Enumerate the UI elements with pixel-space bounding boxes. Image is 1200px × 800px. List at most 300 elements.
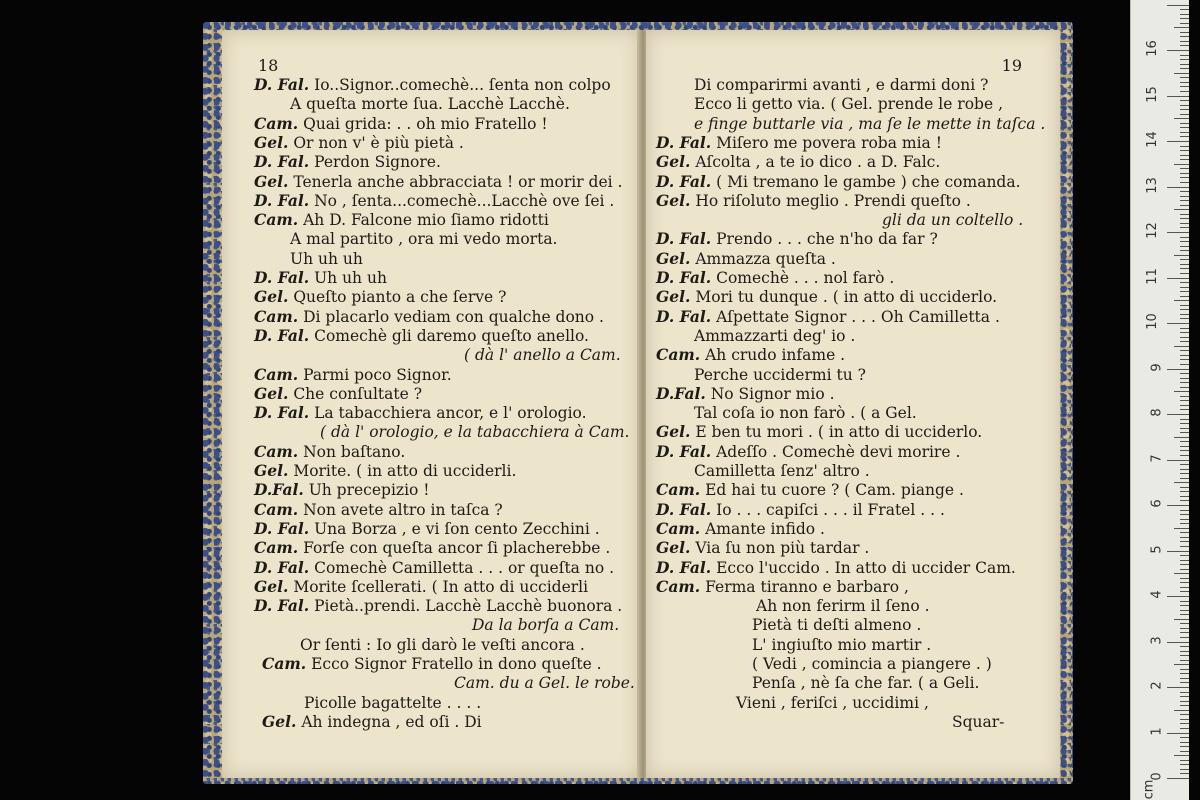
speaker-name: Cam.: [262, 654, 307, 673]
ruler-tick: [1180, 610, 1189, 611]
line-text: Morite ſcellerati. ( In atto di ucciderli: [288, 577, 589, 596]
left-page-number: 18: [258, 56, 279, 75]
ruler-tick: [1180, 314, 1189, 315]
text-line: [222, 578, 672, 596]
ruler-tick: [1180, 205, 1189, 206]
text-line: [222, 250, 708, 268]
text-line: [646, 385, 1070, 403]
ruler-tick: [1180, 364, 1189, 365]
line-text: Adeſſo . Comechè devi morire .: [711, 442, 961, 461]
ruler-label: 5: [1149, 544, 1165, 554]
speaker-name: Gel.: [656, 287, 691, 307]
ruler-tick: [1180, 637, 1189, 638]
ruler-tick: [1180, 82, 1189, 83]
ruler-tick: [1180, 387, 1189, 388]
ruler-label: 15: [1145, 85, 1161, 103]
ruler-tick: [1167, 414, 1189, 415]
ruler-tick: [1180, 728, 1189, 729]
ruler-tick: [1180, 651, 1189, 652]
ruler-tick: [1180, 673, 1189, 674]
ruler-tick: [1180, 359, 1189, 360]
text-line: [222, 308, 672, 326]
text-line: [646, 559, 1070, 577]
text-line: [222, 404, 672, 422]
text-line: [646, 578, 1070, 596]
ruler-tick: [1180, 532, 1189, 533]
line-text: Parmi poco Signor.: [298, 365, 452, 384]
line-text: Morite. ( in atto di ucciderli.: [288, 462, 517, 480]
line-text: Comechè Camilletta . . . or queſta no .: [309, 558, 615, 577]
speaker-name: Gel.: [656, 248, 691, 268]
line-text: Vieni , feriſci , uccidimi ,: [736, 693, 929, 712]
speaker-name: Cam.: [254, 441, 299, 461]
text-line: [222, 115, 672, 133]
ruler-tick: [1180, 268, 1189, 269]
line-text: Pietà..prendi. Lacchè Lacchè buonora .: [309, 597, 623, 616]
ruler-tick: [1180, 18, 1189, 19]
ruler-tick: [1180, 227, 1189, 228]
ruler-tick: [1180, 660, 1189, 661]
text-line: [646, 76, 1108, 94]
speaker-name: D. Fal.: [656, 441, 712, 461]
ruler-tick: [1180, 555, 1189, 556]
ruler-tick: [1180, 200, 1189, 201]
text-line: [646, 404, 1108, 422]
ruler-label: 14: [1145, 131, 1161, 148]
text-line: [646, 327, 1108, 345]
ruler-tick: [1180, 296, 1189, 297]
speaker-name: D. Fal.: [656, 132, 712, 152]
text-line: [646, 192, 1070, 210]
line-text: Una Borza , e vi ſon cento Zecchini .: [309, 519, 600, 538]
ruler-tick: [1180, 214, 1189, 215]
ruler-tick: [1167, 5, 1189, 6]
ruler-tick: [1180, 614, 1189, 615]
ruler-tick: [1180, 696, 1189, 697]
ruler-tick: [1167, 323, 1189, 324]
ruler-tick: [1180, 32, 1189, 33]
speaker-name: D. Fal.: [254, 325, 310, 345]
ruler-tick: [1174, 482, 1189, 483]
text-line: [222, 173, 672, 191]
text-line: [646, 95, 1108, 113]
ruler-tick: [1180, 91, 1189, 92]
text-line: [222, 597, 672, 615]
text-line: [222, 655, 680, 673]
line-text: Cam. du a Gel. le robe.: [454, 674, 635, 693]
ruler-tick: [1180, 341, 1189, 342]
ruler-label: 7: [1149, 453, 1165, 463]
ruler-label: 2: [1149, 681, 1165, 690]
ruler-tick: [1167, 187, 1189, 188]
text-line: [646, 481, 1070, 499]
text-line: [646, 694, 1150, 712]
speaker-name: Cam.: [656, 576, 701, 596]
line-text: Camilletta ſenz' altro .: [694, 462, 870, 480]
ruler-tick: [1180, 760, 1189, 761]
ruler-tick: [1180, 250, 1189, 251]
speaker-name: Gel.: [656, 190, 691, 210]
speaker-name: Gel.: [254, 461, 289, 480]
ruler-tick: [1180, 723, 1189, 724]
line-text: Ah non ferirm il ſeno .: [756, 597, 930, 616]
ruler-tick: [1180, 168, 1189, 169]
ruler-tick: [1167, 369, 1189, 370]
right-page-number: 19: [1001, 56, 1022, 75]
ruler-tick: [1174, 27, 1189, 28]
ruler-tick: [1180, 264, 1189, 265]
ruler-label: 1: [1149, 726, 1165, 736]
speaker-name: D. Fal.: [254, 268, 310, 287]
text-line: [646, 250, 1070, 268]
ruler-label: 4: [1149, 590, 1165, 599]
ruler-tick: [1180, 337, 1189, 338]
ruler-tick: [1167, 778, 1189, 779]
ruler-tick: [1180, 86, 1189, 87]
text-line: [222, 211, 672, 229]
ruler-tick: [1167, 50, 1189, 51]
text-line: [646, 153, 1070, 171]
ruler-tick: [1180, 510, 1189, 511]
ruler-tick: [1167, 596, 1189, 597]
ruler-tick: [1180, 769, 1189, 770]
ruler-tick: [1167, 642, 1189, 643]
ruler-tick: [1180, 628, 1189, 629]
ruler-tick: [1180, 496, 1189, 497]
line-text: ( Mi tremano le gambe ) che comanda.: [711, 172, 1021, 191]
line-text: Io..Signor..comechè... ſenta non colpo: [309, 76, 611, 94]
ruler-tick: [1174, 73, 1189, 74]
ruler-tick: [1180, 764, 1189, 765]
text-line: [222, 153, 672, 171]
line-text: Uh uh uh: [290, 249, 363, 268]
text-line: [222, 269, 672, 287]
line-text: Prendo . . . che n'ho da far ?: [711, 230, 938, 249]
line-text: Or ſenti : Io gli darò le veſti ancora .: [300, 635, 585, 654]
speaker-name: D. Fal.: [254, 596, 310, 616]
ruler-tick: [1180, 23, 1189, 24]
ruler-unit: cm: [1141, 779, 1157, 800]
speaker-name: Cam.: [656, 345, 701, 365]
ruler-label: 0: [1149, 772, 1165, 781]
speaker-name: D. Fal.: [656, 499, 712, 519]
ruler-tick: [1180, 441, 1189, 442]
text-line: [222, 288, 672, 306]
ruler-label: 10: [1145, 313, 1161, 330]
ruler-tick: [1180, 282, 1189, 283]
right-page: [646, 30, 1060, 778]
ruler-tick: [1174, 437, 1189, 438]
speaker-name: Cam.: [254, 499, 299, 519]
ruler-tick: [1180, 701, 1189, 702]
text-line: [222, 327, 672, 345]
ruler-tick: [1180, 500, 1189, 501]
ruler-tick: [1180, 523, 1189, 524]
line-text: Penſa , nè ſa che far. ( a Geli.: [752, 674, 980, 693]
ruler-tick: [1180, 146, 1189, 147]
speaker-name: Gel.: [254, 132, 289, 152]
ruler-tick: [1180, 751, 1189, 752]
line-text: A queſta morte ſua. Lacchè Lacchè.: [290, 95, 570, 114]
ruler-tick: [1180, 191, 1189, 192]
ruler-tick: [1174, 710, 1189, 711]
speaker-name: Cam.: [254, 210, 299, 230]
speaker-name: D. Fal.: [254, 75, 310, 94]
line-text: Ah crudo infame .: [700, 346, 846, 365]
ruler-tick: [1180, 291, 1189, 292]
ruler-tick: [1174, 755, 1189, 756]
ruler-tick: [1180, 423, 1189, 424]
ruler-tick: [1180, 601, 1189, 602]
text-line: [222, 95, 708, 113]
ruler-tick: [1180, 68, 1189, 69]
ruler-tick: [1180, 328, 1189, 329]
ruler-tick: [1180, 514, 1189, 515]
speaker-name: Gel.: [656, 538, 691, 558]
left-page: [222, 30, 640, 778]
text-line: [646, 674, 1166, 692]
ruler-tick: [1180, 305, 1189, 306]
speaker-name: Gel.: [262, 711, 297, 731]
speaker-name: Gel.: [254, 287, 289, 307]
ruler-tick: [1180, 432, 1189, 433]
line-text: Picolle bagattelte . . . .: [304, 693, 482, 712]
ruler-tick: [1180, 237, 1189, 238]
speaker-name: Cam.: [254, 364, 299, 384]
text-line: [646, 366, 1108, 384]
ruler-tick: [1180, 587, 1189, 588]
text-line: [646, 520, 1070, 538]
ruler-tick: [1180, 123, 1189, 124]
text-line: [222, 192, 672, 210]
line-text: e finge buttarle via , ma ſe le mette in taſca .: [694, 114, 1046, 133]
ruler-tick: [1167, 232, 1189, 233]
line-text: Io . . . capiſci . . . il Fratel . . .: [711, 500, 945, 519]
speaker-name: D. Fal.: [254, 190, 310, 210]
text-line: [222, 520, 672, 538]
ruler-tick: [1180, 705, 1189, 706]
ruler-tick: [1180, 287, 1189, 288]
ruler-tick: [1180, 591, 1189, 592]
speaker-name: D. Fal.: [656, 306, 712, 326]
ruler-tick: [1180, 332, 1189, 333]
ruler-tick: [1180, 59, 1189, 60]
line-text: Ah D. Falcone mio ſiamo ridotti: [298, 211, 549, 230]
ruler-tick: [1180, 578, 1189, 579]
line-text: Forſe con queſta ancor ſi placherebbe .: [298, 539, 611, 558]
speaker-name: D. Fal.: [656, 171, 712, 191]
ruler-tick: [1180, 77, 1189, 78]
line-text: Tal coſa io non farò . ( a Gel.: [694, 404, 917, 423]
ruler-tick: [1167, 141, 1189, 142]
line-text: Ecco l'uccido . In atto di uccider Cam.: [711, 558, 1016, 577]
line-text: Aſcolta , a te io dico . a D. Falc.: [690, 153, 941, 172]
line-text: Non avete altro in taſca ?: [298, 500, 503, 519]
ruler-tick: [1174, 619, 1189, 620]
ruler-tick: [1180, 109, 1189, 110]
ruler-tick: [1180, 564, 1189, 565]
line-text: No , ſenta...comechè...Lacchè ove ſei .: [309, 191, 615, 210]
speaker-name: Gel.: [656, 152, 691, 172]
text-line: [646, 288, 1070, 306]
ruler-tick: [1180, 55, 1189, 56]
line-text: Che conſultate ?: [288, 384, 423, 403]
ruler-tick: [1180, 537, 1189, 538]
text-line: [222, 230, 708, 248]
ruler-tick: [1180, 155, 1189, 156]
speaker-name: Cam.: [254, 113, 299, 133]
ruler-label: 12: [1145, 222, 1161, 239]
line-text: A mal partito , ora mi vedo morta.: [290, 230, 558, 249]
text-line: [646, 269, 1070, 287]
speaker-name: Gel.: [656, 422, 691, 442]
ruler-tick: [1174, 164, 1189, 165]
speaker-name: Gel.: [254, 576, 289, 596]
ruler-tick: [1180, 487, 1189, 488]
speaker-name: Cam.: [254, 538, 299, 558]
line-text: Quai grida: . . oh mio Fratello !: [298, 114, 548, 133]
ruler-tick: [1174, 209, 1189, 210]
ruler-tick: [1167, 460, 1189, 461]
ruler-tick: [1167, 551, 1189, 552]
line-text: Pietà ti deſti almeno .: [752, 616, 922, 635]
ruler-tick: [1180, 714, 1189, 715]
ruler-tick: [1180, 560, 1189, 561]
line-text: Di placarlo vediam con qualche dono .: [298, 307, 604, 326]
ruler-tick: [1174, 300, 1189, 301]
text-line: [646, 597, 1170, 615]
speaker-name: D. Fal.: [656, 557, 712, 577]
ruler-tick: [1180, 173, 1189, 174]
speaker-name: Cam.: [656, 518, 701, 538]
ruler-tick: [1180, 632, 1189, 633]
ruler-tick: [1180, 491, 1189, 492]
line-text: Ecco Signor Fratello in dono queſte .: [306, 655, 602, 673]
text-line: [222, 76, 672, 94]
ruler-tick: [1167, 505, 1189, 506]
ruler-tick: [1180, 737, 1189, 738]
ruler-tick: [1174, 573, 1189, 574]
ruler-tick: [1180, 114, 1189, 115]
text-line: [646, 616, 1166, 634]
ruler-tick: [1180, 159, 1189, 160]
ruler-tick: [1174, 528, 1189, 529]
ruler-tick: [1180, 45, 1189, 46]
line-text: Perche uccidermi tu ?: [694, 365, 866, 384]
text-line: [646, 230, 1070, 248]
ruler-label: 8: [1149, 408, 1165, 417]
line-text: E ben tu mori . ( in atto di ucciderlo.: [690, 423, 983, 442]
line-text: Uh uh uh: [309, 269, 387, 287]
ruler-tick: [1180, 259, 1189, 260]
line-text: Non baſtano.: [298, 442, 406, 461]
ruler-tick: [1180, 455, 1189, 456]
ruler-tick: [1180, 177, 1189, 178]
line-text: Ferma tiranno e barbaro ,: [700, 577, 909, 596]
ruler-tick: [1180, 409, 1189, 410]
ruler-tick: [1167, 96, 1189, 97]
ruler-tick: [1180, 428, 1189, 429]
text-line: [222, 481, 672, 499]
text-line: [646, 173, 1070, 191]
ruler-tick: [1180, 273, 1189, 274]
text-line: [646, 462, 1108, 480]
ruler-tick: [1180, 450, 1189, 451]
line-text: Di comparirmi avanti , e darmi doni ?: [694, 76, 989, 94]
line-text: Ed hai tu cuore ? ( Cam. piange .: [700, 481, 964, 500]
ruler-tick: [1174, 664, 1189, 665]
ruler-tick: [1180, 132, 1189, 133]
line-text: Miſero me povera roba mia !: [711, 133, 942, 152]
line-text: Mori tu dunque . ( in atto di ucciderlo.: [690, 288, 998, 307]
ruler-tick: [1180, 105, 1189, 106]
ruler-tick: [1180, 150, 1189, 151]
ruler-tick: [1174, 391, 1189, 392]
text-line: [222, 385, 672, 403]
text-line: [222, 539, 672, 557]
ruler-label: 9: [1149, 362, 1165, 372]
ruler-label: 16: [1145, 40, 1161, 57]
text-line: [222, 366, 672, 384]
ruler-tick: [1180, 218, 1189, 219]
text-line: [646, 713, 1200, 731]
ruler-tick: [1180, 582, 1189, 583]
ruler-tick: [1180, 682, 1189, 683]
text-line: [222, 134, 672, 152]
text-line: [646, 423, 1070, 441]
ruler-tick: [1180, 669, 1189, 670]
line-text: ( dà l' orologio, e la tabacchiera à Cam.: [320, 423, 630, 442]
text-line: [646, 655, 1166, 673]
ruler-label: 6: [1149, 499, 1165, 508]
text-line: [646, 539, 1070, 557]
ruler-tick: [1180, 678, 1189, 679]
speaker-name: D. Fal.: [254, 403, 310, 423]
text-line: [646, 115, 1108, 133]
text-line: [646, 134, 1070, 152]
line-text: Ecco li getto via. ( Gel. prende le robe ,: [694, 95, 1003, 114]
ruler-tick: [1180, 469, 1189, 470]
ruler-tick: [1180, 546, 1189, 547]
line-text: Comechè . . . nol farò .: [711, 269, 895, 287]
ruler-tick: [1180, 378, 1189, 379]
ruler-tick: [1180, 464, 1189, 465]
ruler-tick: [1180, 623, 1189, 624]
ruler-tick: [1180, 64, 1189, 65]
speaker-name: D.Fal.: [656, 383, 706, 403]
ruler-tick: [1180, 655, 1189, 656]
ruler-label: 3: [1149, 635, 1165, 645]
line-text: L' ingiuſto mio martir .: [752, 635, 932, 654]
line-text: Via ſu non più tardar .: [690, 539, 870, 558]
ruler-label: 11: [1145, 267, 1161, 285]
line-text: Ammazza queſta .: [690, 249, 836, 268]
ruler-tick: [1180, 519, 1189, 520]
ruler-tick: [1180, 382, 1189, 383]
ruler-tick: [1180, 478, 1189, 479]
speaker-name: Cam.: [254, 306, 299, 326]
line-text: Ammazzarti deg' io .: [694, 326, 856, 345]
ruler-tick: [1174, 255, 1189, 256]
ruler-tick: [1167, 687, 1189, 688]
line-text: ( Vedi , comincia a piangere . ): [752, 655, 992, 673]
ruler-tick: [1180, 36, 1189, 37]
text-line: [646, 636, 1166, 654]
ruler-tick: [1180, 100, 1189, 101]
ruler-tick: [1180, 746, 1189, 747]
ruler-tick: [1180, 350, 1189, 351]
speaker-name: D. Fal.: [254, 518, 310, 538]
